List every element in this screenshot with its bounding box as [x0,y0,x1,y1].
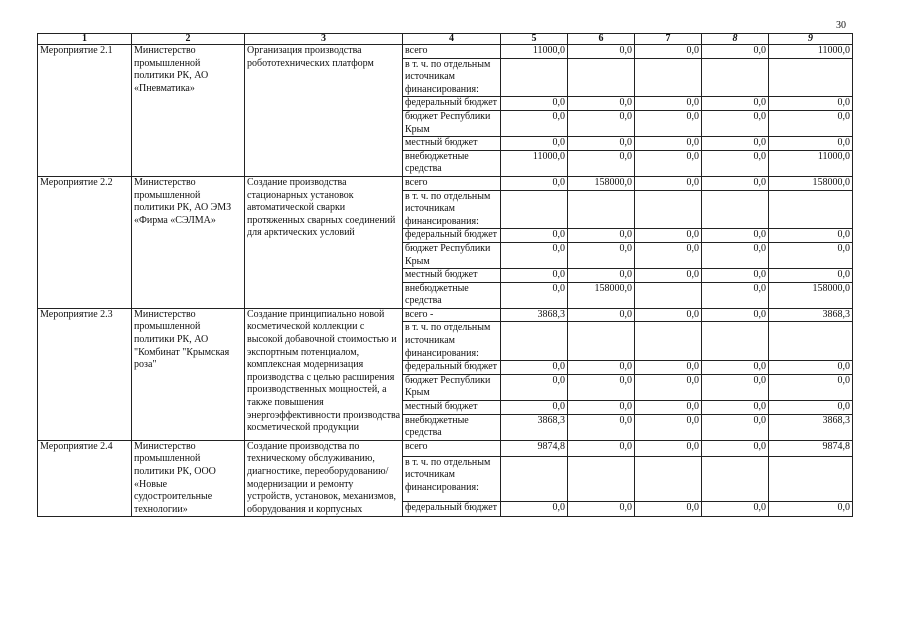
value-cell-9: 0,0 [769,269,853,283]
value-cell-6 [568,322,635,361]
funding-source: местный бюджет [403,137,501,151]
value-cell-8: 0,0 [702,150,769,176]
value-cell-9: 0,0 [769,229,853,243]
value-cell-9: 0,0 [769,361,853,375]
funding-source: бюджет Республики Крым [403,242,501,268]
value-cell-8: 0,0 [702,269,769,283]
value-cell-9: 9874,8 [769,440,853,456]
funding-source: внебюджетные средства [403,282,501,308]
value-cell-8: 0,0 [702,282,769,308]
activity-description: Создание производства стационарных установок автоматической сварки протяженных сварных соединений для арктических условий [245,176,403,308]
funding-source: в т. ч. по отдельным источникам финансирования: [403,58,501,97]
value-cell-6: 0,0 [568,150,635,176]
value-cell-5: 0,0 [501,374,568,400]
value-cell-5 [501,456,568,501]
activity-executor: Министерство промышленной политики РК, ООО «Новые судостроительные технологии» [132,440,245,517]
value-cell-7: 0,0 [635,150,702,176]
value-cell-8: 0,0 [702,440,769,456]
value-cell-6: 0,0 [568,242,635,268]
funding-source: в т. ч. по отдельным источникам финансирования: [403,456,501,501]
funding-source: внебюджетные средства [403,414,501,440]
activity-description: Организация производства робототехнических платформ [245,45,403,177]
funding-source: местный бюджет [403,401,501,415]
value-cell-5: 0,0 [501,361,568,375]
value-cell-7: 0,0 [635,137,702,151]
value-cell-9: 11000,0 [769,150,853,176]
value-cell-7: 0,0 [635,45,702,59]
value-cell-6: 0,0 [568,414,635,440]
header-cell-7: 7 [635,34,702,45]
activity-executor: Министерство промышленной политики РК, АО «Пневматика» [132,45,245,177]
value-cell-6: 0,0 [568,440,635,456]
value-cell-6 [568,456,635,501]
value-cell-8: 0,0 [702,137,769,151]
header-cell-6: 6 [568,34,635,45]
value-cell-6: 0,0 [568,501,635,517]
value-cell-9: 11000,0 [769,45,853,59]
value-cell-6: 0,0 [568,374,635,400]
value-cell-9: 0,0 [769,137,853,151]
activity-description: Создание производства по техническому обслуживанию, диагностике, переоборудованию/модернизации и ремонту устройств, установок, механизмов, оборудования и корпусных [245,440,403,517]
value-cell-7 [635,58,702,97]
value-cell-6: 0,0 [568,97,635,111]
activity-name: Мероприятие 2.4 [38,440,132,517]
value-cell-7: 0,0 [635,308,702,322]
value-cell-8: 0,0 [702,110,769,136]
value-cell-6: 0,0 [568,110,635,136]
value-cell-5: 0,0 [501,110,568,136]
value-cell-5: 0,0 [501,282,568,308]
value-cell-9: 0,0 [769,242,853,268]
value-cell-7 [635,190,702,229]
value-cell-9: 3868,3 [769,308,853,322]
page-number: 30 [836,20,846,31]
value-cell-9: 3868,3 [769,414,853,440]
financing-table [37,33,853,517]
value-cell-5: 0,0 [501,97,568,111]
value-cell-9: 0,0 [769,110,853,136]
value-cell-7 [635,322,702,361]
value-cell-6: 0,0 [568,401,635,415]
value-cell-6: 0,0 [568,361,635,375]
value-cell-8 [702,456,769,501]
funding-source: всего [403,176,501,190]
header-cell-4: 4 [403,34,501,45]
header-cell-8: 8 [702,34,769,45]
funding-source: в т. ч. по отдельным источникам финансирования: [403,322,501,361]
header-cell-2: 2 [132,34,245,45]
value-cell-5: 0,0 [501,176,568,190]
table-row [38,45,853,59]
value-cell-8: 0,0 [702,501,769,517]
funding-source: местный бюджет [403,269,501,283]
funding-source: федеральный бюджет [403,361,501,375]
value-cell-7: 0,0 [635,440,702,456]
value-cell-7 [635,456,702,501]
activity-executor: Министерство промышленной политики РК, АО ЭМЗ «Фирма «СЭЛМА» [132,176,245,308]
value-cell-8: 0,0 [702,414,769,440]
value-cell-8: 0,0 [702,308,769,322]
value-cell-9: 0,0 [769,401,853,415]
table-row [38,440,853,456]
funding-source: федеральный бюджет [403,501,501,517]
funding-source: внебюджетные средства [403,150,501,176]
funding-source: всего [403,45,501,59]
value-cell-7: 0,0 [635,176,702,190]
header-cell-5: 5 [501,34,568,45]
value-cell-9: 158000,0 [769,282,853,308]
value-cell-5 [501,322,568,361]
value-cell-6: 0,0 [568,229,635,243]
value-cell-6: 158000,0 [568,176,635,190]
value-cell-6 [568,190,635,229]
activity-name: Мероприятие 2.2 [38,176,132,308]
value-cell-5 [501,58,568,97]
value-cell-7: 0,0 [635,361,702,375]
header-cell-9: 9 [769,34,853,45]
value-cell-6 [568,58,635,97]
value-cell-5 [501,190,568,229]
value-cell-5: 0,0 [501,401,568,415]
value-cell-9: 0,0 [769,374,853,400]
value-cell-9: 158000,0 [769,176,853,190]
value-cell-7: 0,0 [635,110,702,136]
funding-source: федеральный бюджет [403,229,501,243]
value-cell-5: 0,0 [501,501,568,517]
activity-name: Мероприятие 2.3 [38,308,132,440]
value-cell-9: 0,0 [769,97,853,111]
value-cell-8: 0,0 [702,97,769,111]
funding-source: федеральный бюджет [403,97,501,111]
table-row [38,176,853,190]
value-cell-5: 0,0 [501,137,568,151]
value-cell-7: 0,0 [635,401,702,415]
value-cell-5: 3868,3 [501,414,568,440]
funding-source: в т. ч. по отдельным источникам финансирования: [403,190,501,229]
value-cell-5: 11000,0 [501,150,568,176]
value-cell-7 [635,282,702,308]
value-cell-9 [769,190,853,229]
activity-description: Создание принципиально новой косметической коллекции с высокой добавочной стоимостью и экспортным потенциалом, комплексная модернизация производства с целью расширения производственных мощностей, а также повышения энергоэффективности производства косметической продукции [245,308,403,440]
value-cell-8 [702,322,769,361]
value-cell-9 [769,322,853,361]
value-cell-5: 9874,8 [501,440,568,456]
value-cell-8 [702,58,769,97]
value-cell-7: 0,0 [635,229,702,243]
value-cell-8: 0,0 [702,361,769,375]
value-cell-6: 0,0 [568,308,635,322]
value-cell-8 [702,190,769,229]
value-cell-7: 0,0 [635,501,702,517]
funding-source: всего - [403,308,501,322]
value-cell-8: 0,0 [702,229,769,243]
value-cell-6: 0,0 [568,269,635,283]
value-cell-5: 11000,0 [501,45,568,59]
value-cell-7: 0,0 [635,269,702,283]
value-cell-9 [769,456,853,501]
value-cell-7: 0,0 [635,242,702,268]
value-cell-8: 0,0 [702,176,769,190]
table-row [38,308,853,322]
value-cell-6: 158000,0 [568,282,635,308]
funding-source: всего [403,440,501,456]
value-cell-5: 3868,3 [501,308,568,322]
value-cell-7: 0,0 [635,374,702,400]
value-cell-7: 0,0 [635,97,702,111]
header-cell-3: 3 [245,34,403,45]
value-cell-5: 0,0 [501,242,568,268]
value-cell-8: 0,0 [702,401,769,415]
value-cell-8: 0,0 [702,45,769,59]
value-cell-9: 0,0 [769,501,853,517]
funding-source: бюджет Республики Крым [403,110,501,136]
value-cell-8: 0,0 [702,242,769,268]
activity-name: Мероприятие 2.1 [38,45,132,177]
header-row [38,34,853,45]
value-cell-9 [769,58,853,97]
value-cell-5: 0,0 [501,269,568,283]
activity-executor: Министерство промышленной политики РК, АО "Комбинат "Крымская роза" [132,308,245,440]
value-cell-7: 0,0 [635,414,702,440]
value-cell-6: 0,0 [568,45,635,59]
header-cell-1: 1 [38,34,132,45]
value-cell-8: 0,0 [702,374,769,400]
value-cell-5: 0,0 [501,229,568,243]
funding-source: бюджет Республики Крым [403,374,501,400]
value-cell-6: 0,0 [568,137,635,151]
